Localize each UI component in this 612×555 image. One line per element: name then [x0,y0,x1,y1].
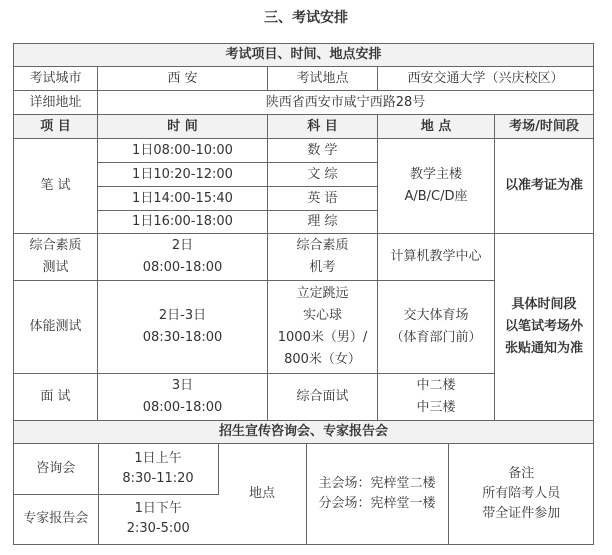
consult-subtable [14,444,594,544]
column-header-row [14,115,594,139]
physical-place-line1: 交大体育场 [403,308,469,323]
consult-time-line1: 1日上午 [134,450,182,466]
address-label: 详细地址 [14,91,98,115]
consult-table-title: 招生宣传咨询会、专家报告会 [14,421,594,444]
consult-place-label: 地点 [218,444,306,544]
quality-name-line2: 测试 [42,260,69,275]
physical-time-line2: 08:30-18:00 [142,330,223,345]
written-place [378,139,495,234]
physical-subject-line2: 实心球 [302,308,342,323]
expert-time-line2: 2:30-5:00 [126,521,190,537]
header-item: 项 目 [14,115,98,139]
sub-venue: 分会场：宪梓堂一楼 [318,496,436,511]
interview-name: 面 试 [14,374,98,421]
quality-place: 计算机教学中心 [378,234,495,281]
written-place-line1: 教学主楼 [409,167,462,182]
consult-block-row [14,444,594,545]
interview-time-line2: 08:00-18:00 [142,400,223,415]
interview-subject: 综合面试 [268,374,378,421]
written-subject-1: 数 学 [268,139,378,163]
written-place-line2: A/B/C/D座 [404,189,468,204]
consult-venues [306,444,448,544]
header-subject: 科 目 [268,115,378,139]
consult-note [448,444,594,544]
site-label: 考试地点 [268,67,378,91]
note-line1: 备注 [508,466,535,481]
written-subject-4: 理 综 [268,211,378,234]
header-place: 地 点 [378,115,495,139]
physical-place-line2: （体育部门前） [390,330,482,345]
site-value: 西安交通大学（兴庆校区） [378,67,594,91]
exam-schedule-table [13,43,594,545]
note-line2: 所有陪考人员 [482,486,561,501]
written-time-4: 1日16:00-18:00 [98,211,268,234]
physical-subject-line3: 1000米（男）/ [277,330,368,345]
quality-subject-line1: 综合素质 [296,238,349,253]
main-venue: 主会场：宪梓堂二楼 [318,476,436,491]
notice-line1: 具体时间段 [511,297,577,312]
written-subject-2: 文 综 [268,163,378,187]
interview-time [98,374,268,421]
consult-title-row [14,421,594,444]
quality-name-line1: 综合素质 [29,238,82,253]
physical-subject [268,281,378,374]
expert-time-line1: 1日下午 [134,501,182,517]
expert-time [98,494,218,544]
notice-cell [495,234,594,421]
written-time-3: 1日14:00-15:40 [98,187,268,211]
notice-line2: 以笔试考场外 [504,319,583,334]
quality-subject-line2: 机考 [309,260,336,275]
section-title: 三、考试安排 [264,10,348,26]
physical-time-line1: 2日-3日 [158,308,207,323]
written-subject-3: 英 语 [268,187,378,211]
header-time: 时 间 [98,115,268,139]
physical-time [98,281,268,374]
city-value: 西 安 [98,67,268,91]
consult-time-line2: 8:30-11:20 [122,470,194,486]
written-name: 笔 试 [14,139,98,234]
quality-subject [268,234,378,281]
exam-title-row [14,44,594,67]
interview-place-line2: 中三楼 [416,400,456,415]
quality-row [14,234,594,281]
consult-row [14,444,594,494]
physical-subject-line1: 立定跳远 [296,286,349,301]
written-time-1: 1日08:00-10:00 [98,139,268,163]
quality-time-line1: 2日 [171,238,194,253]
physical-subject-line4: 800米（女） [284,352,361,367]
header-room: 考场/时间段 [495,115,594,139]
physical-name: 体能测试 [14,281,98,374]
note-line3: 带全证件参加 [482,506,561,521]
address-row [14,91,594,115]
quality-time-line2: 08:00-18:00 [142,260,223,275]
address-value: 陕西省西安市咸宁西路28号 [98,91,594,115]
exam-table-title: 考试项目、时间、地点安排 [14,44,594,67]
written-row-1 [14,139,594,163]
quality-time [98,234,268,281]
consult-name: 咨询会 [14,444,98,494]
quality-name [14,234,98,281]
physical-place [378,281,495,374]
expert-name: 专家报告会 [14,494,98,544]
interview-time-line1: 3日 [171,378,194,393]
city-row [14,67,594,91]
interview-place [378,374,495,421]
notice-line3: 张贴通知为准 [504,341,583,356]
city-label: 考试城市 [14,67,98,91]
written-time-2: 1日10:20-12:00 [98,163,268,187]
consult-time [98,444,218,494]
written-room-note: 以准考证为准 [495,139,594,234]
consult-block [14,444,594,545]
interview-place-line1: 中二楼 [416,378,456,393]
